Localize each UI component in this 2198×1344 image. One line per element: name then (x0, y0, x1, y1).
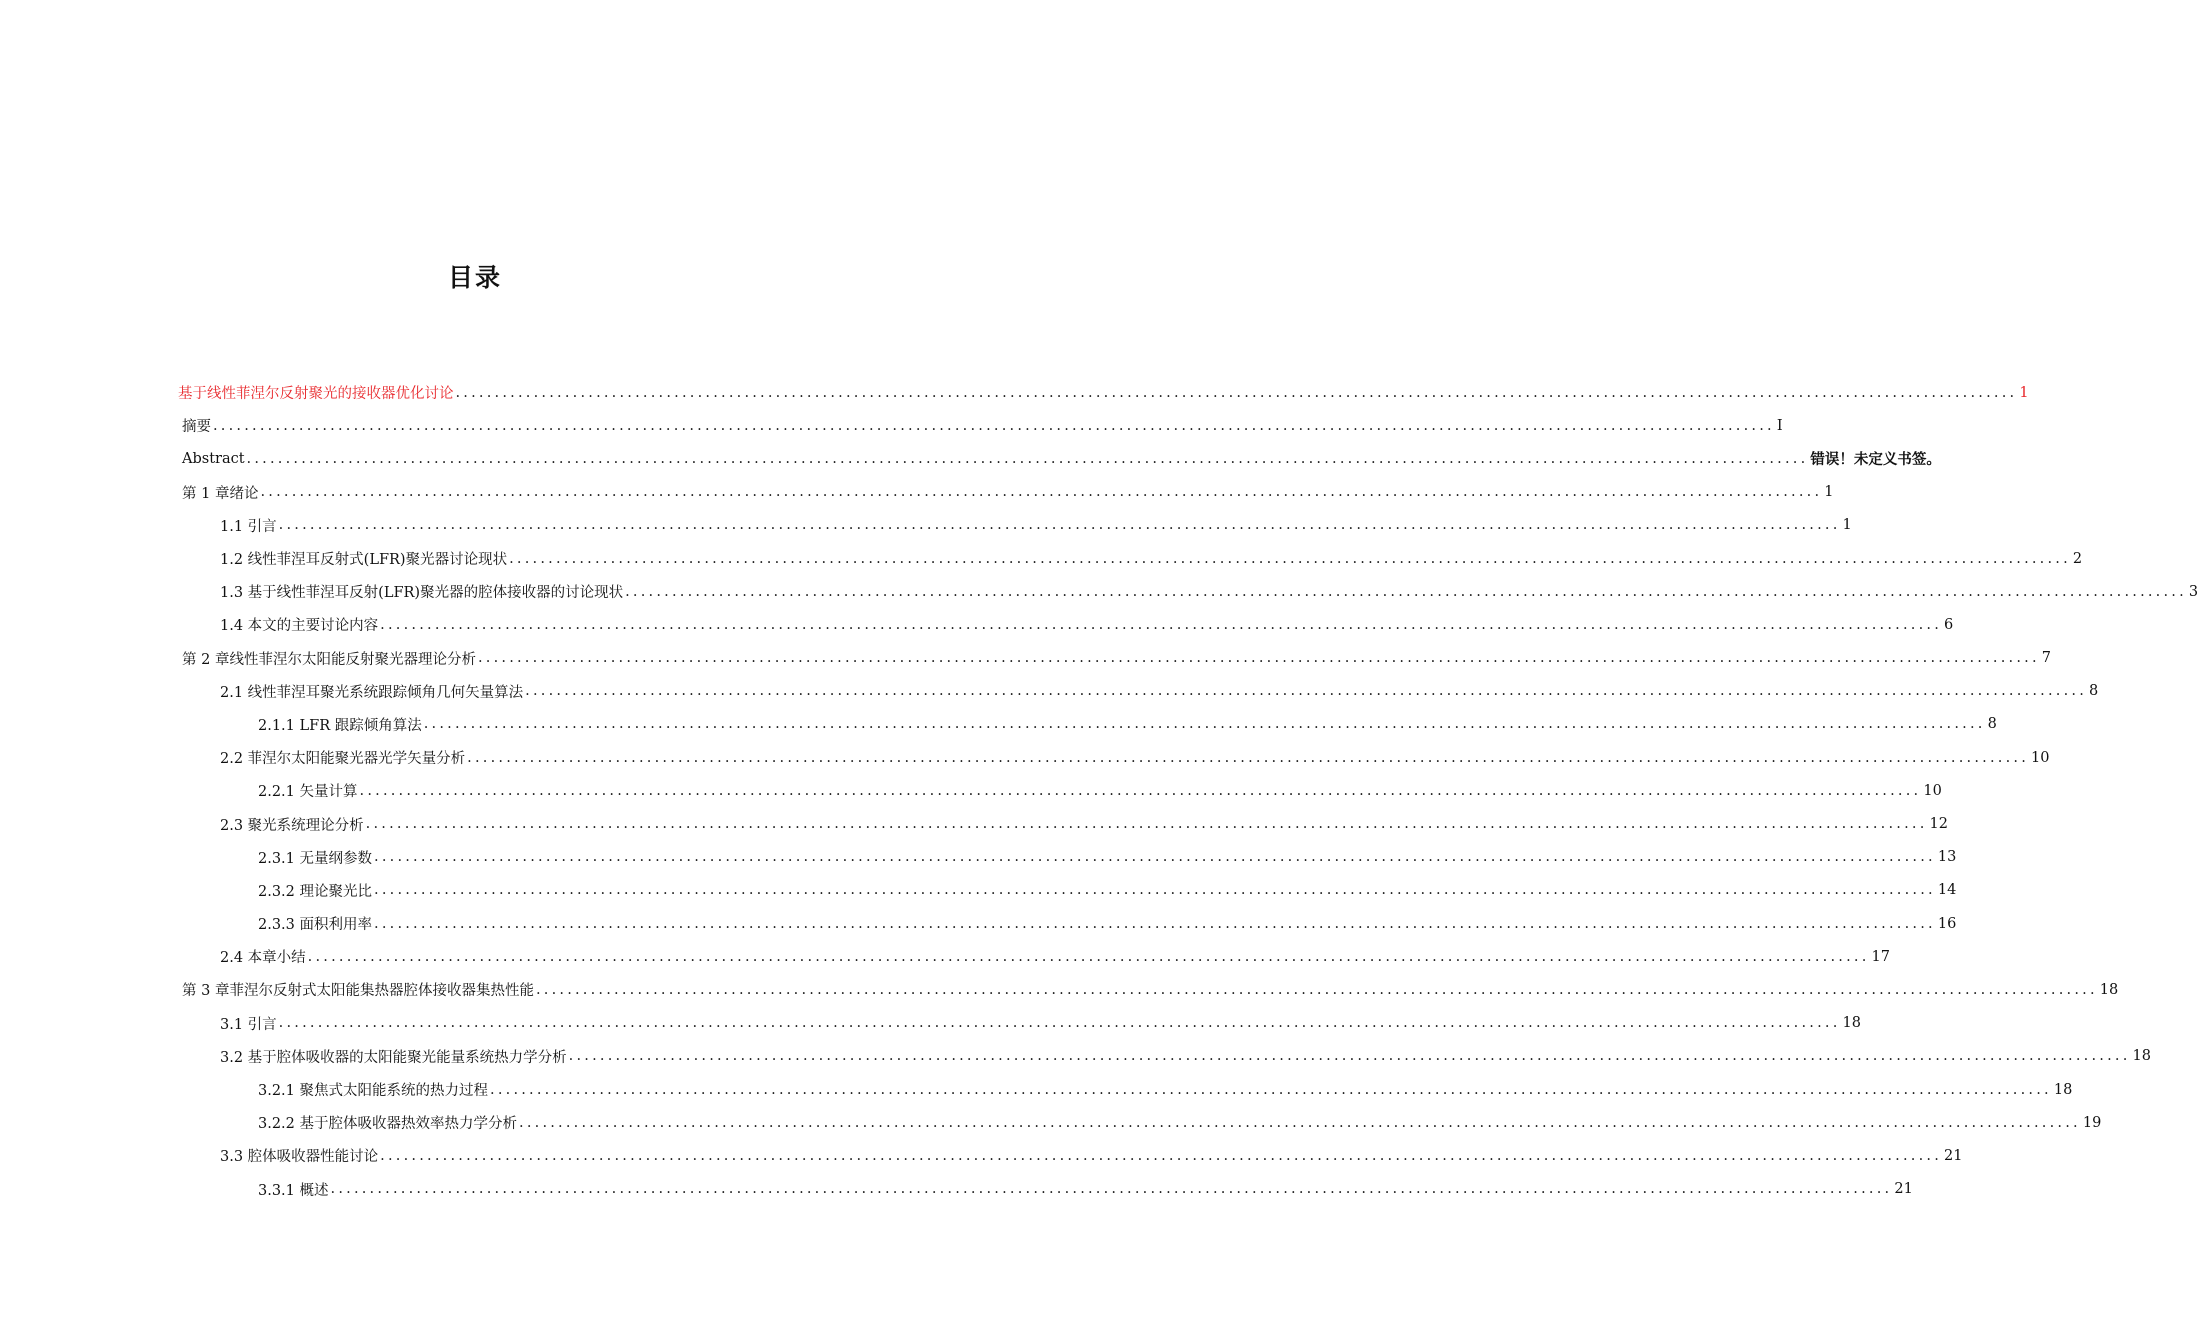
toc-entry-page: 1 (2019, 384, 2029, 401)
toc-entry-title: 1.1 引言 (220, 518, 277, 535)
toc-entry[interactable] (0, 1139, 1963, 1172)
dot-leader: ........................................................................................................................................................................................................ (519, 1114, 2081, 1131)
toc-entry[interactable] (0, 1106, 2102, 1139)
toc-entry-title: Abstract (182, 450, 245, 467)
dot-leader: ........................................................................................................................................................................................................ (509, 550, 2071, 567)
toc-entry-page: 18 (2099, 981, 2119, 998)
toc-entry[interactable] (0, 642, 2052, 675)
toc-entry-page: 1 (1842, 517, 1852, 534)
dot-leader: ........................................................................................................................................................................................................ (330, 1181, 1893, 1198)
table-of-contents (0, 376, 2198, 1206)
toc-entry-page: 10 (2031, 749, 2050, 766)
toc-entry[interactable] (0, 542, 2083, 575)
toc-entry[interactable] (0, 1173, 1913, 1206)
dot-leader: ........................................................................................................................................................................................................ (380, 616, 1942, 633)
toc-entry[interactable] (0, 940, 1890, 973)
page-title: 目录 (447, 263, 502, 292)
dot-leader: ........................................................................................................................................................................................................ (490, 1081, 2052, 1098)
toc-entry-page: 1 (1824, 484, 1834, 501)
dot-leader: ........................................................................................................................................................................................................ (568, 1048, 2131, 1065)
toc-entry-title: 基于线性菲涅尔反射聚光的接收器优化讨论 (178, 386, 454, 403)
toc-entry-page: 8 (1987, 716, 1997, 733)
dot-leader: ........................................................................................................................................................................................................ (423, 716, 1986, 733)
toc-entry-title: 3.3.1 概述 (258, 1182, 329, 1199)
toc-entry-page: 17 (1871, 948, 1890, 965)
toc-entry-title: 2.1.1 LFR 跟踪倾角算法 (258, 717, 422, 734)
toc-entry-title: 3.2 基于腔体吸收器的太阳能聚光能量系统热力学分析 (220, 1049, 567, 1066)
toc-entry-title: 3.2.2 基于腔体吸收器热效率热力学分析 (258, 1116, 518, 1133)
toc-entry[interactable] (0, 741, 2050, 774)
toc-entry-title: 2.3 聚光系统理论分析 (220, 817, 364, 834)
toc-entry[interactable] (0, 708, 1997, 741)
toc-entry-title: 2.2 菲涅尔太阳能聚光器光学矢量分析 (220, 751, 466, 768)
toc-entry-title: 1.2 线性菲涅耳反射式(LFR)聚光器讨论现状 (220, 552, 508, 569)
toc-entry-page: 18 (2053, 1081, 2073, 1098)
toc-entry-page: 21 (1944, 1147, 1963, 1164)
dot-leader: ........................................................................................................................................................................................................ (359, 782, 1922, 799)
toc-entry[interactable] (0, 907, 1957, 940)
toc-entry-title: 3.1 引言 (220, 1016, 277, 1033)
toc-entry-page: 18 (2132, 1048, 2151, 1065)
toc-entry-page: 12 (1929, 816, 1948, 833)
toc-entry[interactable] (0, 575, 2198, 608)
dot-leader: ........................................................................................................................................................................................................ (374, 915, 1936, 932)
toc-entry[interactable] (0, 376, 2029, 409)
dot-leader: ........................................................................................................................................................................................................ (365, 816, 1928, 833)
dot-leader: ........................................................................................................................................................................................................ (278, 517, 1841, 534)
toc-entry-page: 8 (2089, 683, 2099, 700)
dot-leader: ........................................................................................................................................................................................................ (525, 683, 2087, 700)
toc-entry-title: 3.2.1 聚焦式太阳能系统的热力过程 (258, 1083, 489, 1100)
dot-leader: ........................................................................................................................................................................................................ (380, 1147, 1942, 1164)
toc-entry-title: 1.4 本文的主要讨论内容 (220, 618, 379, 635)
dot-leader: ........................................................................................................................................................................................................ (278, 1015, 1841, 1032)
dot-leader: ........................................................................................................................................................................................................ (535, 981, 2098, 998)
toc-entry[interactable] (0, 476, 1834, 509)
dot-leader: ........................................................................................................................................................................................................ (477, 650, 2040, 667)
toc-entry[interactable] (0, 442, 1941, 475)
toc-entry[interactable] (0, 409, 1783, 442)
toc-entry-title: 2.3.3 面积利用率 (258, 917, 373, 934)
toc-entry-page: 6 (1944, 616, 1954, 633)
toc-entry-title: 2.3.1 无量纲参数 (258, 850, 373, 867)
dot-leader: ........................................................................................................................................................................................................ (307, 948, 1870, 965)
toc-entry-title: 第 2 章线性菲涅尔太阳能反射聚光器理论分析 (182, 651, 476, 668)
toc-entry-page: 错误！未定义书签。 (1810, 452, 1941, 469)
toc-entry-title: 2.2.1 矢量计算 (258, 784, 358, 801)
toc-entry-title: 摘要 (182, 419, 211, 436)
toc-entry[interactable] (0, 973, 2119, 1006)
dot-leader: ........................................................................................................................................................................................................ (374, 882, 1936, 899)
toc-entry[interactable] (0, 1007, 1861, 1040)
toc-entry-page: 21 (1894, 1181, 1913, 1198)
toc-entry-page: 2 (2072, 550, 2083, 567)
toc-entry[interactable] (0, 675, 2099, 708)
toc-entry-title: 2.4 本章小结 (220, 950, 306, 967)
dot-leader: ........................................................................................................................................................................................................ (467, 749, 2029, 766)
toc-entry[interactable] (0, 807, 1948, 840)
toc-entry-page: 14 (1937, 882, 1957, 899)
toc-entry-page: 3 (2188, 583, 2198, 600)
dot-leader: ........................................................................................................................................................................................................ (260, 484, 1823, 501)
dot-leader: ........................................................................................................................................................................................................ (625, 583, 2187, 600)
toc-entry[interactable] (0, 774, 1942, 807)
toc-entry-page: 18 (1842, 1015, 1861, 1032)
toc-entry-page: 7 (2041, 650, 2052, 667)
toc-entry[interactable] (0, 1040, 2151, 1073)
toc-entry-page: 10 (1923, 782, 1942, 799)
toc-entry-title: 3.3 腔体吸收器性能讨论 (220, 1149, 379, 1166)
toc-entry-title: 第 1 章绪论 (182, 485, 259, 502)
toc-entry[interactable] (0, 874, 1957, 907)
toc-entry-title: 2.1 线性菲涅耳聚光系统跟踪倾角几何矢量算法 (220, 684, 524, 701)
toc-entry-page: I (1776, 417, 1783, 434)
toc-entry-title: 2.3.2 理论聚光比 (258, 883, 373, 900)
toc-entry-title: 1.3 基于线性菲涅耳反射(LFR)聚光器的腔体接收器的讨论现状 (220, 585, 624, 602)
dot-leader: ........................................................................................................................................................................................................ (213, 417, 1775, 434)
dot-leader: ........................................................................................................................................................................................................ (246, 450, 1809, 467)
toc-entry[interactable] (0, 608, 1954, 641)
toc-entry-page: 13 (1937, 849, 1957, 866)
toc-entry[interactable] (0, 841, 1957, 874)
toc-entry-page: 19 (2082, 1114, 2102, 1131)
dot-leader: ........................................................................................................................................................................................................ (455, 384, 2018, 401)
toc-entry[interactable] (0, 509, 1852, 542)
dot-leader: ........................................................................................................................................................................................................ (374, 849, 1936, 866)
toc-entry-page: 16 (1937, 915, 1957, 932)
toc-entry[interactable] (0, 1073, 2073, 1106)
toc-entry-title: 第 3 章菲涅尔反射式太阳能集热器腔体接收器集热性能 (182, 983, 534, 1000)
